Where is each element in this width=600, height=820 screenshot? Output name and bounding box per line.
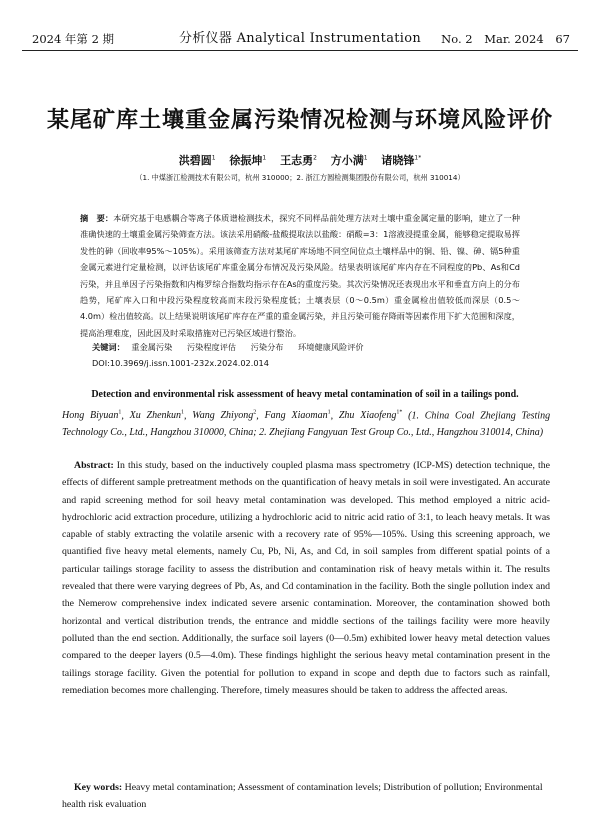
doi: DOI:10.3969/j.issn.1001-232x.2024.02.014 bbox=[92, 358, 269, 368]
keyword-cn: 环境健康风险评价 bbox=[298, 342, 364, 352]
issue-cn: 2024 年第 2 期 bbox=[32, 32, 115, 46]
keywords-en-label: Key words: bbox=[74, 782, 123, 793]
issue-number: No. 2 bbox=[441, 32, 473, 46]
issue-info bbox=[433, 28, 570, 50]
keyword-cn: 重金属污染 bbox=[131, 342, 173, 352]
running-header bbox=[22, 28, 578, 51]
abstract-cn bbox=[80, 210, 520, 341]
author-cn: 方小满$^1$ bbox=[330, 154, 368, 167]
author-en: Fang Xiaoman$^1$ bbox=[264, 410, 331, 422]
abstract-en bbox=[62, 457, 550, 699]
keywords-en bbox=[62, 779, 550, 813]
authors-en: Hong Biyuan$^1$, Xu Zhenkun$^1$, Wang Zhiyong$^2$, Fang Xiaoman$^1$, Zhu Xiaofeng$^{1*}$ (1. China Coal Zhejiang Testing Technology Co., Ltd., Hangzhou 310000, China; 2. Zhejiang Fangyuan Test Group Co., Ltd., Hangzhou 310014, China) bbox=[62, 410, 551, 439]
keywords-cn bbox=[92, 340, 520, 354]
keywords-cn-label: 关键词： bbox=[92, 342, 125, 352]
abstract-en-label: Abstract: bbox=[74, 460, 114, 471]
keyword-cn: 污染分布 bbox=[250, 342, 284, 352]
author-en: Hong Biyuan$^1$ bbox=[62, 410, 122, 422]
title-en: Detection and environmental risk assessment of heavy metal contamination of soil in a tailings pond. bbox=[91, 389, 519, 400]
title-cn: 某尾矿库土壤重金属污染情况检测与环境风险评价 bbox=[46, 108, 553, 133]
author-en: Xu Zhenkun$^1$ bbox=[129, 410, 184, 422]
keyword-cn: 污染程度评估 bbox=[186, 342, 237, 352]
affiliation-en: (1. China Coal Zhejiang Testing Technology Co., Ltd., Hangzhou 310000, China; 2. Zhejiang Fangyuan Test Group Co., Ltd., Hangzhou 310014, China) bbox=[62, 410, 551, 439]
abstract-en-text: In this study, based on the inductively coupled plasma mass spectrometry (ICP-MS) detection technique, the effects of different sample pretreatment methods on the quantification of heavy metals in soil were investigated. An accurate and rapid screening method for soil heavy metal contamination was developed. This method employed a nitric acid-hydrochloric acid extraction procedure, utilizing a hydrochloric acid to nitric acid ratio of 3:1, to leach heavy metals. It was capable of stably extracting the volatile arsenic with a recovery rate of 95%—105%. Using this screening approach, we quantified five heavy metal elements, namely Cu, Pb, Ni, As, and Cd, in soil samples from different spatial points of a particular tailings storage facility to assess the distribution and contamination risk of heavy metals within it. The results revealed that there were varying degrees of Pb, As, and Cd contamination in the facility. Both the single pollution index and the Nemerow comprehensive index indicated severe arsenic contamination. Moreover, the contamination showed both horizontal and vertical distribution trends, the entrance and middle sections of the tailings facility were more heavily polluted than the end section. Additionally, the surface soil layers (0—0.5m) exhibited lower heavy metal detection values compared to the deeper layers (0.5—4.0m). These findings highlight the serious heavy metal contamination present in the tailings storage facility. Given the potential for pollution to expand in scope and depth due to factors such as rainfall, remediation becomes more challenging. Therefore, timely measures should be taken to address the affected areas. bbox=[62, 460, 550, 696]
author-cn: 洪碧圆$^1$ bbox=[178, 154, 216, 167]
author-cn: 徐振坤$^1$ bbox=[229, 154, 267, 167]
issue-date: Mar. 2024 bbox=[484, 32, 544, 46]
page-number: 67 bbox=[555, 32, 570, 46]
author-en: Zhu Xiaofeng$^{1*}$ bbox=[338, 410, 403, 422]
keywords-en-text: Heavy metal contamination; Assessment of contamination levels; Distribution of pollution; Environmental health risk evaluation bbox=[62, 782, 543, 810]
abstract-cn-label: 摘 要： bbox=[80, 213, 114, 223]
author-cn: 诸晓锋$^{1*}$ bbox=[381, 154, 422, 167]
affiliation-cn: （1. 中煤浙江检测技术有限公司，杭州 310000；2. 浙江方圆检测集团股份有限公司，杭州 310014） bbox=[135, 173, 465, 182]
authors-cn bbox=[0, 152, 600, 168]
journal-name: 分析仪器 Analytical Instrumentation bbox=[178, 31, 422, 46]
abstract-cn-text: 本研究基于电感耦合等离子体质谱检测技术，探究不同样品前处理方法对土壤中重金属定量的影响，建立了一种准确快速的土壤重金属污染筛查方法。该法采用硝酸-盐酸提取法以盐酸：硝酸=3：1溶液浸提重金属，能够稳定提取易挥发性的砷（回收率95%～105%）。采用该筛查方法对某尾矿库场地不同空间位点土壤样品中的铜、铅、镍、砷、镉5种重金属元素进行定量检测，以评估该尾矿库重金属分布情况及污染风险。结果表明该尾矿库内存在不同程度的Pb、As和Cd污染，并且单因子污染指数和内梅罗综合指数均指示存在As的重度污染。其次污染情况还表现出水平和垂直方向上的分布趋势，尾矿库入口和中段污染程度较高而末段污染程度低；土壤表层（0～0.5m）重金属检出值较低而深层（0.5～4.0m）检出值较高。以上结果说明该尾矿库存在严重的重金属污染，并且污染可能存降雨等因素作用下扩大范围和深度，提高治理难度，因此因及时采取措施对已污染区域进行整治。 bbox=[80, 213, 520, 338]
author-en: Wang Zhiyong$^2$ bbox=[192, 410, 257, 422]
author-cn: 王志勇$^2$ bbox=[280, 154, 317, 167]
